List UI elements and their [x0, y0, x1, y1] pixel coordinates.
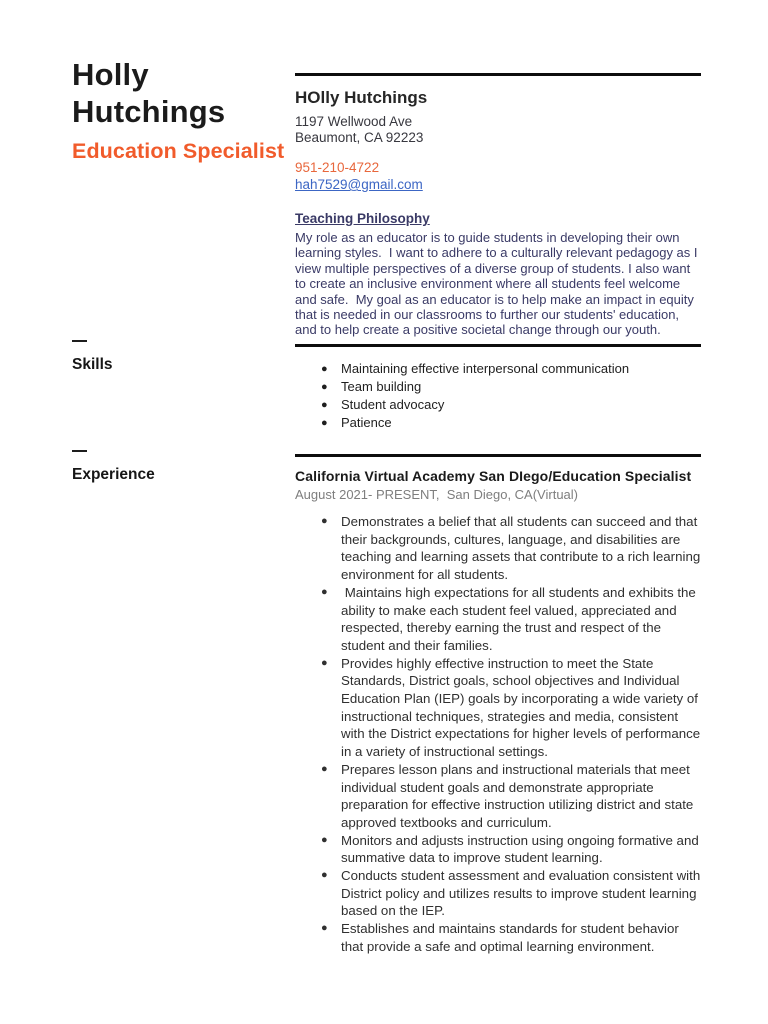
- skill-item: [295, 378, 701, 396]
- contact-name: HOlly Hutchings: [295, 88, 428, 107]
- bullet-dot-icon: ●: [321, 381, 328, 393]
- bullet-dot-icon: ●: [321, 869, 328, 882]
- skills-label: Skills: [72, 356, 113, 373]
- skill-item: [295, 396, 701, 414]
- bullet-dot-icon: ●: [321, 922, 328, 935]
- contact-section: [295, 73, 701, 338]
- address-line-2: Beaumont, CA 92223: [295, 130, 424, 145]
- address-line-1: 1197 Wellwood Ave: [295, 114, 413, 129]
- job-meta: August 2021- PRESENT, San Diego, CA(Virtual): [295, 487, 579, 502]
- skill-item: [295, 360, 701, 378]
- bullet-dot-icon: ●: [321, 656, 328, 669]
- experience-label: Experience: [72, 466, 155, 483]
- skill-item-label: Patience: [341, 415, 392, 430]
- bullet-dot-icon: ●: [321, 417, 328, 429]
- experience-item-text: Monitors and adjusts instruction using ongoing formative and summative data to improve student learning.: [341, 832, 703, 866]
- skill-item-label: Maintaining effective interpersonal communication: [341, 361, 630, 376]
- email-link[interactable]: hah7529@gmail.com: [295, 177, 423, 192]
- bullet-dot-icon: ●: [321, 515, 328, 527]
- philosophy-text: My role as an educator is to guide students in developing their own learning styles. I want to adhere to a culturally relevant pedagogy as I view multiple perspectives of a diverse group of students. I also want to create an inclusive environment where all students feel welcome and safe. My goal as an educator is to help make an impact in equity that is needed in our classrooms to further our students' education, and to help create a positive societal change through our youth.: [295, 230, 702, 338]
- skill-item-label: Team building: [341, 379, 422, 394]
- experience-item-text: Maintains high expectations for all students and exhibits the ability to make each student feel valued, appreciated and respected, thereby earning the trust and respect of the student and their families.: [341, 584, 700, 653]
- skill-item: [295, 414, 701, 432]
- skills-section: [295, 344, 701, 432]
- phone-number: 951-210-4722: [295, 160, 380, 175]
- experience-item: [295, 920, 701, 955]
- experience-section: [295, 454, 704, 956]
- header-left: [72, 56, 287, 164]
- experience-item-text: Prepares lesson plans and instructional materials that meet individual student goals and demonstrate appropriate preparation for effective instruction utilizing district and state approved textbooks and curriculum.: [341, 761, 698, 830]
- experience-item-text: Establishes and maintains standards for student behavior that provide a safe and optimal learning environment.: [341, 921, 683, 954]
- bullet-dot-icon: ●: [321, 399, 328, 411]
- experience-list: [295, 513, 704, 956]
- experience-item: [295, 867, 704, 920]
- bullet-dot-icon: ●: [321, 762, 328, 775]
- skills-list: [295, 360, 701, 432]
- experience-item: [295, 584, 701, 655]
- experience-item: [295, 832, 701, 867]
- skills-section-dash: [72, 340, 87, 342]
- bullet-dot-icon: ●: [321, 363, 328, 375]
- experience-item: [295, 513, 704, 584]
- experience-item: [295, 655, 704, 761]
- job-title: California Virtual Academy San DIego/Education Specialist: [295, 468, 692, 484]
- person-title: Education Specialist: [72, 139, 285, 163]
- philosophy-heading: Teaching Philosophy: [295, 211, 430, 226]
- experience-item-text: Provides highly effective instruction to meet the State Standards, District goals, school objectives and Individual Education Plan (IEP) goals by incorporating a wide variety of instructional techniques, strategies and media, consistent with the District expectations for higher levels of performance in a variety of instructional settings.: [341, 655, 704, 760]
- experience-section-dash: [72, 450, 87, 452]
- bullet-dot-icon: ●: [321, 585, 328, 598]
- person-name: Holly Hutchings: [72, 57, 226, 129]
- experience-item-text: Demonstrates a belief that all students can succeed and that their backgrounds, cultures, language, and disabilities are teaching and learning assets that contribute to a rich learning environment for all students.: [341, 514, 704, 583]
- bullet-dot-icon: ●: [321, 833, 328, 846]
- experience-item-text: Conducts student assessment and evaluation consistent with District policy and utilizes results to improve student learning based on the IEP.: [341, 868, 704, 919]
- skill-item-label: Student advocacy: [341, 397, 445, 412]
- experience-item: [295, 761, 701, 832]
